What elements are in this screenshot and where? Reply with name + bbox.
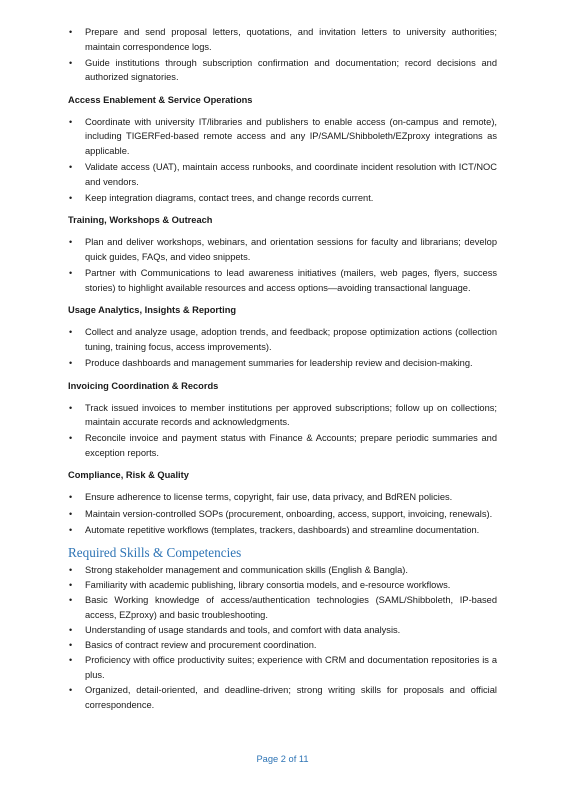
section-heading-compliance: Compliance, Risk & Quality bbox=[68, 470, 189, 481]
list-item-text: Track issued invoices to member institutions per approved subscriptions; follow up on collections; maintain accurate records and acknowledgments. bbox=[85, 402, 497, 428]
list-item-text: Plan and deliver workshops, webinars, and orientation sessions for faculty and librarians; develop quick guides, FAQs, and video snippets. bbox=[85, 237, 497, 263]
list-item bbox=[68, 683, 497, 712]
list-item-text: Prepare and send proposal letters, quotations, and invitation letters to university authorities; maintain correspondence logs. bbox=[85, 27, 497, 52]
list-item bbox=[68, 638, 497, 653]
list-item bbox=[68, 431, 497, 460]
list-item-text: Basic Working knowledge of access/authentication technologies (SAML/Shibboleth, IP-based access, EZproxy) and basic troubleshooting. bbox=[85, 595, 497, 621]
training-list bbox=[68, 235, 497, 295]
page-content bbox=[68, 25, 497, 713]
bullet-icon: • bbox=[69, 358, 73, 368]
list-item bbox=[68, 25, 497, 54]
list-item bbox=[68, 578, 497, 593]
list-item-text: Familiarity with academic publishing, library consortia models, and e-resource workflows. bbox=[85, 580, 451, 591]
skills-heading: Required Skills & Competencies bbox=[68, 545, 242, 561]
list-item-text: Basics of contract review and procurement coordination. bbox=[85, 640, 317, 651]
list-item bbox=[68, 593, 497, 622]
list-item-text: Understanding of usage standards and tools, and comfort with data analysis. bbox=[85, 625, 401, 636]
list-item bbox=[68, 490, 497, 505]
list-item-text: Partner with Communications to lead awareness initiatives (mailers, web pages, flyers, success stories) to highlight available resources and access options—avoiding transactional language. bbox=[85, 268, 497, 293]
list-item bbox=[68, 401, 497, 430]
section-heading-invoicing: Invoicing Coordination & Records bbox=[68, 380, 219, 391]
bullet-icon: • bbox=[69, 655, 73, 666]
invoicing-list bbox=[68, 401, 497, 461]
bullet-icon: • bbox=[69, 595, 73, 606]
bullet-icon: • bbox=[69, 433, 73, 444]
list-item-text: Collect and analyze usage, adoption trends, and feedback; propose optimization actions (collection tuning, training focus, access improvements). bbox=[85, 327, 497, 352]
list-item-text: Organized, detail-oriented, and deadline-driven; strong writing skills for proposals and official correspondence. bbox=[85, 685, 497, 710]
list-item bbox=[68, 563, 497, 578]
access-list bbox=[68, 115, 497, 206]
bullet-icon: • bbox=[69, 268, 73, 279]
list-item bbox=[68, 523, 497, 538]
list-item bbox=[68, 160, 497, 189]
list-item-text: Maintain version-controlled SOPs (procurement, onboarding, access, support, invoicing, renewals). bbox=[85, 508, 493, 519]
list-item bbox=[68, 266, 497, 295]
list-item bbox=[68, 653, 497, 682]
bullet-icon: • bbox=[69, 580, 73, 591]
list-item bbox=[68, 191, 497, 206]
bullet-icon: • bbox=[69, 327, 73, 338]
list-item-text: Validate access (UAT), maintain access runbooks, and coordinate incident resolution with ICT/NOC and vendors. bbox=[85, 162, 497, 187]
compliance-list bbox=[68, 490, 497, 537]
page-number-footer: Page 2 of 11 bbox=[256, 754, 309, 764]
skills-list bbox=[68, 563, 497, 712]
section-heading-analytics: Usage Analytics, Insights & Reporting bbox=[68, 305, 237, 316]
list-item-text: Guide institutions through subscription confirmation and documentation; record decisions and authorized signatories. bbox=[85, 57, 497, 83]
list-item bbox=[68, 623, 497, 638]
list-item-text: Automate repetitive workflows (templates, trackers, dashboards) and streamline documentation. bbox=[85, 524, 480, 535]
list-item bbox=[68, 507, 497, 522]
bullet-icon: • bbox=[69, 508, 73, 519]
bullet-icon: • bbox=[69, 492, 73, 503]
list-item bbox=[68, 325, 497, 354]
bullet-icon: • bbox=[69, 162, 73, 173]
bullet-icon: • bbox=[69, 192, 73, 203]
bullet-icon: • bbox=[69, 116, 73, 127]
list-item-text: Keep integration diagrams, contact trees, and change records current. bbox=[85, 192, 374, 203]
list-item bbox=[68, 356, 497, 371]
analytics-list bbox=[68, 325, 497, 370]
list-item-text: Reconcile invoice and payment status with Finance & Accounts; prepare periodic summaries and exception reports. bbox=[85, 433, 497, 458]
bullet-icon: • bbox=[69, 625, 73, 636]
bullet-icon: • bbox=[69, 565, 73, 576]
list-item bbox=[68, 235, 497, 264]
list-item-text: Coordinate with university IT/libraries and publishers to enable access (on-campus and remote), including TIGERFed-based remote access and any IP/SAML/Shibboleth/EZproxy integrations as applicable. bbox=[85, 116, 497, 157]
list-item-text: Proficiency with office productivity suites; experience with CRM and documentation repositories is a plus. bbox=[85, 655, 497, 680]
list-item-text: Strong stakeholder management and communication skills (English & Bangla). bbox=[85, 565, 408, 576]
bullet-icon: • bbox=[69, 57, 73, 68]
list-item bbox=[68, 56, 497, 85]
intro-list bbox=[68, 25, 497, 85]
section-heading-access: Access Enablement & Service Operations bbox=[68, 94, 253, 105]
list-item-text: Produce dashboards and management summaries for leadership review and decision-making. bbox=[85, 358, 473, 368]
bullet-icon: • bbox=[69, 640, 73, 651]
bullet-icon: • bbox=[69, 27, 73, 37]
list-item-text: Ensure adherence to license terms, copyright, fair use, data privacy, and BdREN policies. bbox=[85, 492, 453, 503]
bullet-icon: • bbox=[69, 524, 73, 535]
bullet-icon: • bbox=[69, 402, 73, 413]
list-item bbox=[68, 115, 497, 159]
bullet-icon: • bbox=[69, 685, 73, 695]
section-heading-training: Training, Workshops & Outreach bbox=[68, 215, 213, 226]
bullet-icon: • bbox=[69, 237, 73, 248]
